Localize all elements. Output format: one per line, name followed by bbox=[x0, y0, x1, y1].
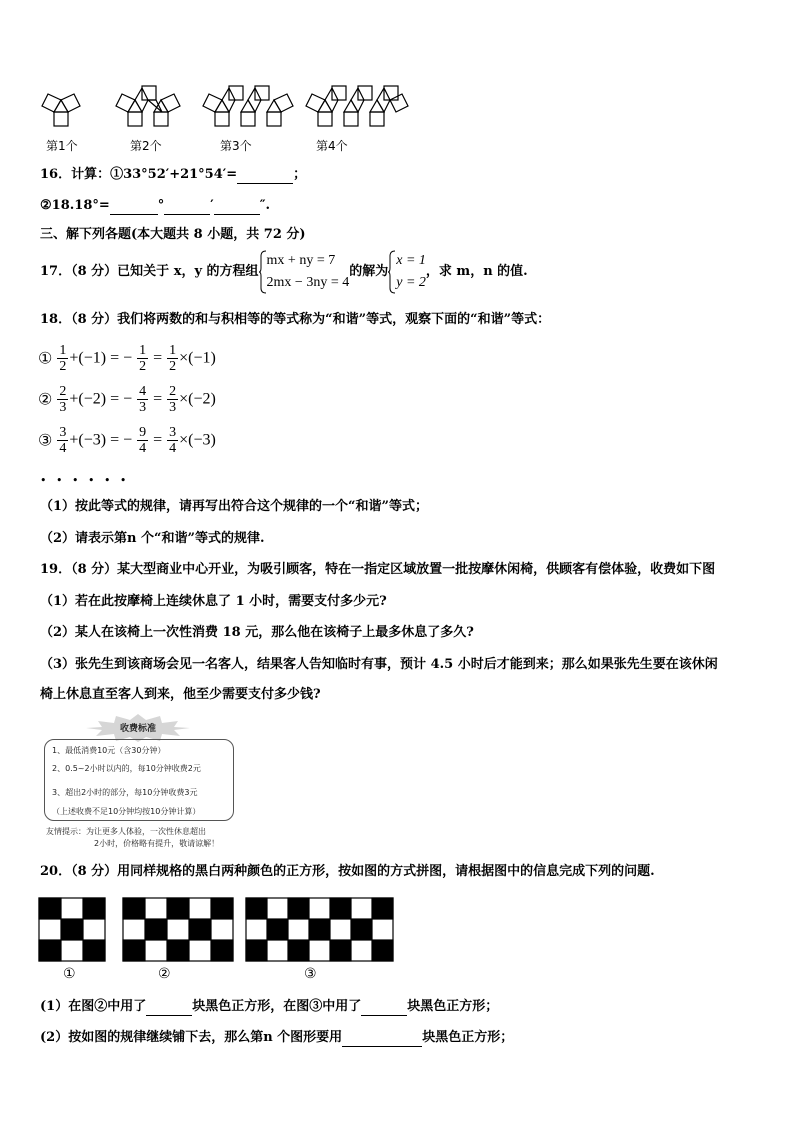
fraction: $\frac{2}{3}$ bbox=[59, 384, 67, 415]
q16-line1: 16．计算：①33°52′+21°54′= ； bbox=[40, 167, 307, 182]
answer-blank[interactable] bbox=[146, 1001, 192, 1016]
q19-part3: （3）张先生到该商场会见一名客人，结果客人告知临时有事，预计 4.5 小时后才能到来；那么如果张先生要在该休闲 bbox=[40, 657, 718, 672]
q18-part2: （2）请表示第n 个“和谐”等式的规律. bbox=[40, 531, 265, 546]
section-heading: 三、解下列各题(本大题共 8 小题，共 72 分) bbox=[40, 227, 306, 242]
answer-blank[interactable] bbox=[110, 200, 158, 215]
answer-blank[interactable] bbox=[342, 1032, 422, 1047]
harmony-equation-2: ② $\frac{2}{3}$ +(−2) = − $\frac{4}{3}$ = $\frac{2}{3}$ ×(−2) bbox=[38, 384, 216, 415]
fraction: $\frac{1}{2}$ bbox=[169, 343, 177, 374]
answer-blank[interactable] bbox=[164, 200, 210, 215]
q20-intro: 20．（8 分）用同样规格的黑白两种颜色的正方形，按如图的方式拼图，请根据图中的信息完成下列的问题. bbox=[40, 864, 655, 879]
equation-label: ② bbox=[38, 391, 53, 409]
notice-rule-4: （上述收费不足10分钟均按10分钟计算） bbox=[52, 807, 201, 816]
fig-caption-3: 第3个 bbox=[220, 139, 252, 153]
harmony-equation-3: ③ $\frac{3}{4}$ +(−3) = − $\frac{9}{4}$ = $\frac{3}{4}$ ×(−3) bbox=[38, 425, 216, 456]
q19-part3-cont: 椅上休息直至客人到来，他至少需要支付多少钱? bbox=[40, 687, 321, 702]
fraction: $\frac{3}{4}$ bbox=[59, 425, 67, 456]
figure-label-3: ③ bbox=[304, 966, 317, 982]
notice-tip-1: 友情提示：为让更多人体验，一次性休息超出 bbox=[46, 827, 206, 836]
equation-label: ③ bbox=[38, 432, 53, 450]
answer-blank[interactable] bbox=[361, 1001, 407, 1016]
fraction: $\frac{4}{3}$ bbox=[139, 384, 147, 415]
solution-system: x = 1 y = 2 bbox=[396, 253, 426, 290]
q18-intro: 18．（8 分）我们将两数的和与积相等的等式称为“和谐”等式，观察下面的“和谐”等式： bbox=[40, 312, 551, 327]
checker-patterns-figure bbox=[38, 897, 398, 963]
notice-rule-2: 2、0.5~2小时以内的，每10分钟收费2元 bbox=[52, 764, 201, 773]
notice-title: 收费标准 bbox=[120, 724, 157, 734]
notice-rule-1: 1、最低消费10元（含30分钟） bbox=[52, 746, 166, 755]
left-brace-icon bbox=[259, 250, 267, 294]
notice-tip-2: 2小时，价格略有提升，敬请谅解！ bbox=[94, 839, 220, 848]
fraction: $\frac{1}{2}$ bbox=[59, 343, 67, 374]
fraction: $\frac{2}{3}$ bbox=[169, 384, 177, 415]
fig-caption-2: 第2个 bbox=[130, 139, 162, 153]
equation-system: mx + ny = 7 2mx − 3ny = 4 bbox=[266, 253, 350, 290]
ellipsis-dots: • • • • • • bbox=[40, 474, 130, 487]
figure-label-1: ① bbox=[63, 966, 76, 982]
fig-caption-1: 第1个 bbox=[46, 139, 78, 153]
fraction: $\frac{3}{4}$ bbox=[169, 425, 177, 456]
q16-line2: ②18.18°= ° ′ ″. bbox=[40, 198, 271, 213]
equation-label: ① bbox=[38, 350, 53, 368]
q20-part1: (1）在图②中用了 块黑色正方形，在图③中用了 块黑色正方形； bbox=[40, 999, 499, 1014]
pattern-figure bbox=[30, 80, 410, 130]
q18-part1: （1）按此等式的规律，请再写出符合这个规律的一个“和谐”等式； bbox=[40, 499, 429, 514]
fig-caption-4: 第4个 bbox=[316, 139, 348, 153]
fraction: $\frac{1}{2}$ bbox=[139, 343, 147, 374]
q20-part2: (2）按如图的规律继续铺下去，那么第n 个图形要用 块黑色正方形； bbox=[40, 1030, 514, 1045]
fraction: $\frac{9}{4}$ bbox=[139, 425, 147, 456]
q19-intro: 19．（8 分）某大型商业中心开业，为吸引顾客，特在一指定区域放置一批按摩休闲椅，供顾客有偿体验，收费如下图 bbox=[40, 562, 716, 577]
notice-rule-3: 3、超出2小时的部分，每10分钟收费3元 bbox=[52, 788, 198, 797]
q19-part1: （1）若在此按摩椅上连续休息了 1 小时，需要支付多少元? bbox=[40, 594, 387, 609]
harmony-equation-1: ① $\frac{1}{2}$ +(−1) = − $\frac{1}{2}$ = $\frac{1}{2}$ ×(−1) bbox=[38, 343, 216, 374]
q17: 17．（8 分）已知关于 x，y 的方程组 mx + ny = 7 2mx − 3ny = 4 的解为 x = 1 y = 2 ，求 m，n 的值. bbox=[40, 250, 528, 294]
q19-part2: （2）某人在该椅上一次性消费 18 元，那么他在该椅子上最多休息了多久? bbox=[40, 625, 474, 640]
figure-label-2: ② bbox=[158, 966, 171, 982]
answer-blank[interactable] bbox=[214, 200, 260, 215]
answer-blank[interactable] bbox=[237, 169, 293, 184]
